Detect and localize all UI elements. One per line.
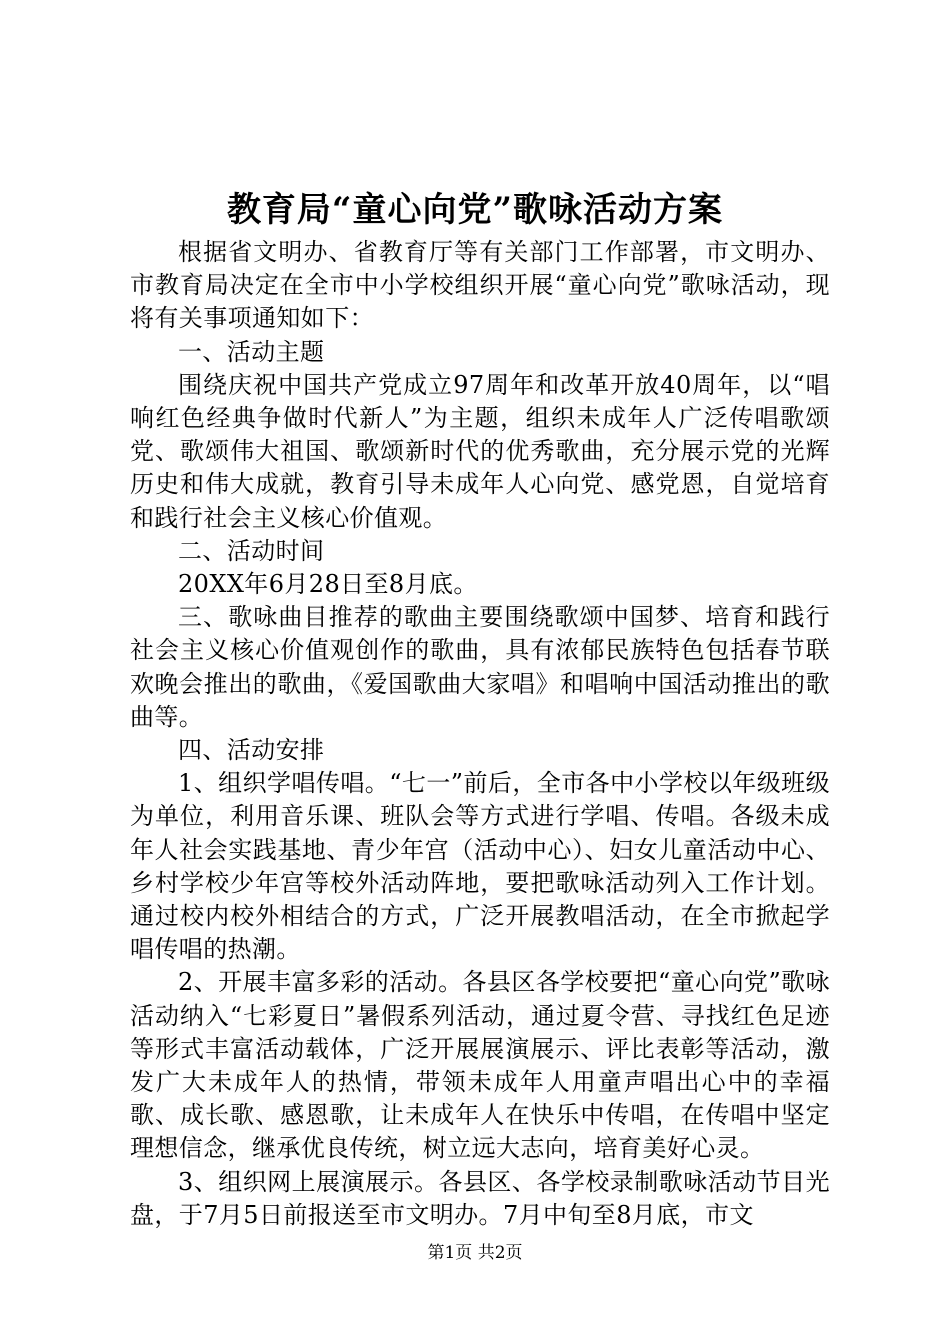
document-body <box>130 236 830 1232</box>
arrangement-item-1: 1、组织学唱传唱。“七一”前后，全市各中小学校以年级班级为单位，利用音乐课、班队会等方式进行学唱、传唱。各级未成年人社会实践基地、青少年宫（活动中心）、妇女儿童活动中心、乡村学校少年宫等校外活动阵地，要把歌咏活动列入工作计划。通过校内校外相结合的方式，广泛开展教唱活动，在全市掀起学唱传唱的热潮。 <box>130 769 830 964</box>
arrangement-item-2: 2、开展丰富多彩的活动。各县区各学校要把“童心向党”歌咏活动纳入“七彩夏日”暑假系列活动，通过夏令营、寻找红色足迹等形式丰富活动载体，广泛开展展演展示、评比表彰等活动，激发广大未成年人的热情，带领未成年人用童声唱出心中的幸福歌、成长歌、感恩歌，让未成年人在快乐中传唱，在传唱中坚定理想信念，继承优良传统，树立远大志向，培育美好心灵。 <box>130 968 830 1163</box>
time-paragraph: 20XX年6月28日至8月底。 <box>178 570 478 599</box>
intro-paragraph: 根据省文明办、省教育厅等有关部门工作部署，市文明办、市教育局决定在全市中小学校组织开展“童心向党”歌咏活动，现将有关事项通知如下： <box>130 238 830 333</box>
songs-paragraph: 三、歌咏曲目推荐的歌曲主要围绕歌颂中国梦、培育和践行社会主义核心价值观创作的歌曲，具有浓郁民族特色包括春节联欢晚会推出的歌曲，《爱国歌曲大家唱》和唱响中国活动推出的歌曲等。 <box>130 603 830 731</box>
arrangement-item-3: 3、组织网上展演展示。各县区、各学校录制歌咏活动节目光盘，于7月5日前报送至市文明办。7月中旬至8月底，市文 <box>130 1167 830 1229</box>
section-heading-time: 二、活动时间 <box>178 536 325 565</box>
theme-paragraph: 围绕庆祝中国共产党成立97周年和改革开放40周年，以“唱响红色经典争做时代新人”为主题，组织未成年人广泛传唱歌颂党、歌颂伟大祖国、歌颂新时代的优秀歌曲，充分展示党的光辉历史和伟大成就，教育引导未成年人心向党、感党恩，自觉培育和践行社会主义核心价值观。 <box>130 370 830 532</box>
section-heading-theme: 一、活动主题 <box>178 337 325 366</box>
section-heading-arrangement: 四、活动安排 <box>178 736 325 765</box>
page-footer: 第1页 共2页 <box>427 1243 523 1263</box>
document-title: 教育局“童心向党”歌咏活动方案 <box>226 190 724 230</box>
